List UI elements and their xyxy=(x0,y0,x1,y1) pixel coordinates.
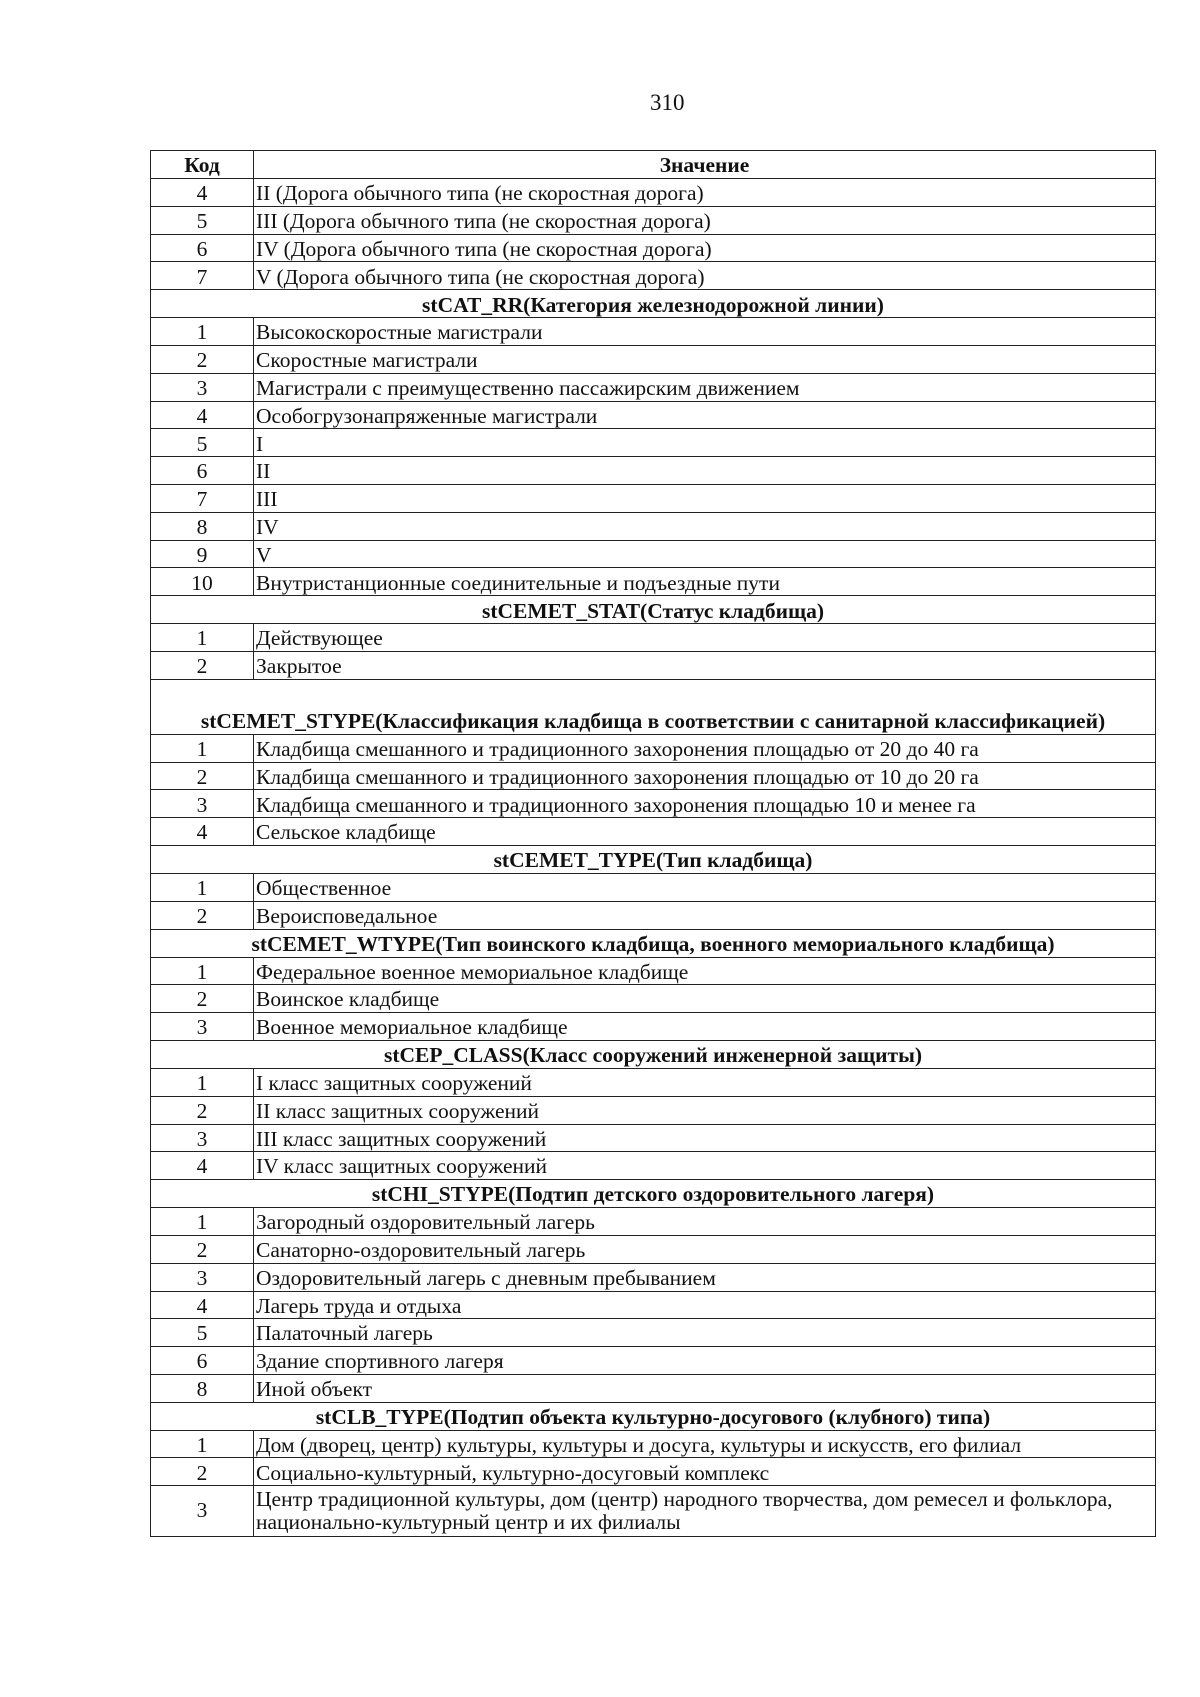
code-cell: 4 xyxy=(151,818,254,846)
table-row xyxy=(151,734,1156,762)
value-cell: III xyxy=(254,484,1156,512)
value-cell: Социально-культурный, культурно-досуговый комплекс xyxy=(254,1458,1156,1486)
value-cell: V (Дорога обычного типа (не скоростная дорога) xyxy=(254,262,1156,290)
table-row xyxy=(151,1068,1156,1096)
table-row xyxy=(151,1235,1156,1263)
value-cell: Действующее xyxy=(254,624,1156,652)
value-cell: Кладбища смешанного и традиционного захоронения площадью от 20 до 40 га xyxy=(254,734,1156,762)
code-cell: 5 xyxy=(151,1319,254,1347)
table-row xyxy=(151,401,1156,429)
value-cell: Воинское кладбище xyxy=(254,985,1156,1013)
code-cell: 1 xyxy=(151,957,254,985)
code-cell: 3 xyxy=(151,1486,254,1537)
value-cell: Здание спортивного лагеря xyxy=(254,1347,1156,1375)
page-number: 310 xyxy=(650,90,685,115)
code-cell: 6 xyxy=(151,1347,254,1375)
value-cell: Федеральное военное мемориальное кладбище xyxy=(254,957,1156,985)
code-cell: 2 xyxy=(151,1096,254,1124)
section-header-row xyxy=(151,1402,1156,1430)
code-cell: 2 xyxy=(151,762,254,790)
value-cell: Магистрали с преимущественно пассажирским движением xyxy=(254,373,1156,401)
table-row xyxy=(151,429,1156,457)
value-cell: Загородный оздоровительный лагерь xyxy=(254,1208,1156,1236)
value-cell: Общественное xyxy=(254,873,1156,901)
table-row xyxy=(151,1430,1156,1458)
section-header-row xyxy=(151,929,1156,957)
code-cell: 1 xyxy=(151,1208,254,1236)
table-row xyxy=(151,762,1156,790)
column-header-code: Код xyxy=(151,151,254,179)
section-title: stCAT_RR(Категория железнодорожной линии) xyxy=(151,290,1156,318)
value-cell: IV класс защитных сооружений xyxy=(254,1152,1156,1180)
value-cell: Высокоскоростные магистрали xyxy=(254,318,1156,346)
table-row xyxy=(151,1124,1156,1152)
code-cell: 1 xyxy=(151,1430,254,1458)
code-cell: 1 xyxy=(151,1068,254,1096)
table-row xyxy=(151,262,1156,290)
value-cell: Кладбища смешанного и традиционного захоронения площадью 10 и менее га xyxy=(254,790,1156,818)
value-cell: I класс защитных сооружений xyxy=(254,1068,1156,1096)
code-cell: 4 xyxy=(151,1152,254,1180)
value-cell: Санаторно-оздоровительный лагерь xyxy=(254,1235,1156,1263)
value-cell: Центр традиционной культуры, дом (центр) народного творчества, дом ремесел и фольклора, национально-культурный центр и их филиалы xyxy=(254,1486,1156,1537)
code-cell: 6 xyxy=(151,457,254,485)
table-row xyxy=(151,873,1156,901)
table-row xyxy=(151,1263,1156,1291)
table-row xyxy=(151,901,1156,929)
code-cell: 3 xyxy=(151,790,254,818)
table-row xyxy=(151,1013,1156,1041)
section-header-row xyxy=(151,1180,1156,1208)
section-title: stCEMET_WTYPE(Тип воинского кладбища, военного мемориального кладбища) xyxy=(151,929,1156,957)
value-cell: Дом (дворец, центр) культуры, культуры и досуга, культуры и искусств, его филиал xyxy=(254,1430,1156,1458)
table-row xyxy=(151,1347,1156,1375)
table-body xyxy=(151,179,1156,1537)
value-cell: Внутристанционные соединительные и подъездные пути xyxy=(254,568,1156,596)
table-row xyxy=(151,318,1156,346)
value-cell: IV (Дорога обычного типа (не скоростная дорога) xyxy=(254,234,1156,262)
table-row xyxy=(151,345,1156,373)
code-cell: 2 xyxy=(151,1235,254,1263)
code-cell: 10 xyxy=(151,568,254,596)
code-cell: 2 xyxy=(151,651,254,679)
table-row xyxy=(151,1096,1156,1124)
table-row xyxy=(151,1374,1156,1402)
value-cell: Скоростные магистрали xyxy=(254,345,1156,373)
section-title: stCEP_CLASS(Класс сооружений инженерной защиты) xyxy=(151,1040,1156,1068)
table-row xyxy=(151,206,1156,234)
code-cell: 2 xyxy=(151,1458,254,1486)
table-row xyxy=(151,1458,1156,1486)
code-cell: 4 xyxy=(151,1291,254,1319)
value-cell: Закрытое xyxy=(254,651,1156,679)
value-cell: IV xyxy=(254,512,1156,540)
code-cell: 9 xyxy=(151,540,254,568)
value-cell: Сельское кладбище xyxy=(254,818,1156,846)
section-header-row xyxy=(151,596,1156,624)
table-row xyxy=(151,1152,1156,1180)
column-header-value: Значение xyxy=(254,151,1156,179)
table-row xyxy=(151,568,1156,596)
code-cell: 1 xyxy=(151,873,254,901)
value-cell: Вероисповедальное xyxy=(254,901,1156,929)
code-cell: 4 xyxy=(151,179,254,207)
code-cell: 3 xyxy=(151,1013,254,1041)
value-cell: Иной объект xyxy=(254,1374,1156,1402)
table-row xyxy=(151,957,1156,985)
code-cell: 1 xyxy=(151,734,254,762)
code-cell: 2 xyxy=(151,345,254,373)
code-cell: 7 xyxy=(151,484,254,512)
code-cell: 3 xyxy=(151,1124,254,1152)
section-title: stCEMET_TYPE(Тип кладбища) xyxy=(151,845,1156,873)
table-row xyxy=(151,457,1156,485)
table-row xyxy=(151,179,1156,207)
value-cell: II xyxy=(254,457,1156,485)
section-title: stCEMET_STYPE(Классификация кладбища в соответствии с санитарной классификацией) xyxy=(151,679,1156,734)
value-cell: Особогрузонапряженные магистрали xyxy=(254,401,1156,429)
code-cell: 7 xyxy=(151,262,254,290)
code-cell: 5 xyxy=(151,206,254,234)
section-header-row xyxy=(151,290,1156,318)
code-cell: 1 xyxy=(151,624,254,652)
value-cell: Кладбища смешанного и традиционного захоронения площадью от 10 до 20 га xyxy=(254,762,1156,790)
table-row xyxy=(151,624,1156,652)
table-row xyxy=(151,818,1156,846)
table-row xyxy=(151,1486,1156,1537)
table-row xyxy=(151,790,1156,818)
section-title: stCHI_STYPE(Подтип детского оздоровительного лагеря) xyxy=(151,1180,1156,1208)
value-cell: Оздоровительный лагерь с дневным пребыванием xyxy=(254,1263,1156,1291)
value-cell: Военное мемориальное кладбище xyxy=(254,1013,1156,1041)
code-cell: 8 xyxy=(151,1374,254,1402)
code-cell: 3 xyxy=(151,1263,254,1291)
section-title: stCLB_TYPE(Подтип объекта культурно-досугового (клубного) типа) xyxy=(151,1402,1156,1430)
value-cell: Палаточный лагерь xyxy=(254,1319,1156,1347)
table-row xyxy=(151,234,1156,262)
table-row xyxy=(151,373,1156,401)
value-cell: II (Дорога обычного типа (не скоростная дорога) xyxy=(254,179,1156,207)
table-row xyxy=(151,1291,1156,1319)
table-row xyxy=(151,985,1156,1013)
table-row xyxy=(151,1208,1156,1236)
section-header-row xyxy=(151,679,1156,734)
section-header-row xyxy=(151,845,1156,873)
table-row xyxy=(151,540,1156,568)
value-cell: V xyxy=(254,540,1156,568)
code-cell: 1 xyxy=(151,318,254,346)
section-title: stCEMET_STAT(Статус кладбища) xyxy=(151,596,1156,624)
table-row xyxy=(151,484,1156,512)
table-header-row xyxy=(151,151,1156,179)
code-cell: 2 xyxy=(151,985,254,1013)
code-cell: 6 xyxy=(151,234,254,262)
table-row xyxy=(151,512,1156,540)
code-cell: 2 xyxy=(151,901,254,929)
value-cell: I xyxy=(254,429,1156,457)
value-cell: III класс защитных сооружений xyxy=(254,1124,1156,1152)
table-row xyxy=(151,651,1156,679)
classifier-table xyxy=(150,150,1156,1537)
code-cell: 4 xyxy=(151,401,254,429)
value-cell: III (Дорога обычного типа (не скоростная дорога) xyxy=(254,206,1156,234)
table-row xyxy=(151,1319,1156,1347)
code-cell: 3 xyxy=(151,373,254,401)
code-cell: 5 xyxy=(151,429,254,457)
value-cell: II класс защитных сооружений xyxy=(254,1096,1156,1124)
value-cell: Лагерь труда и отдыха xyxy=(254,1291,1156,1319)
code-cell: 8 xyxy=(151,512,254,540)
section-header-row xyxy=(151,1040,1156,1068)
